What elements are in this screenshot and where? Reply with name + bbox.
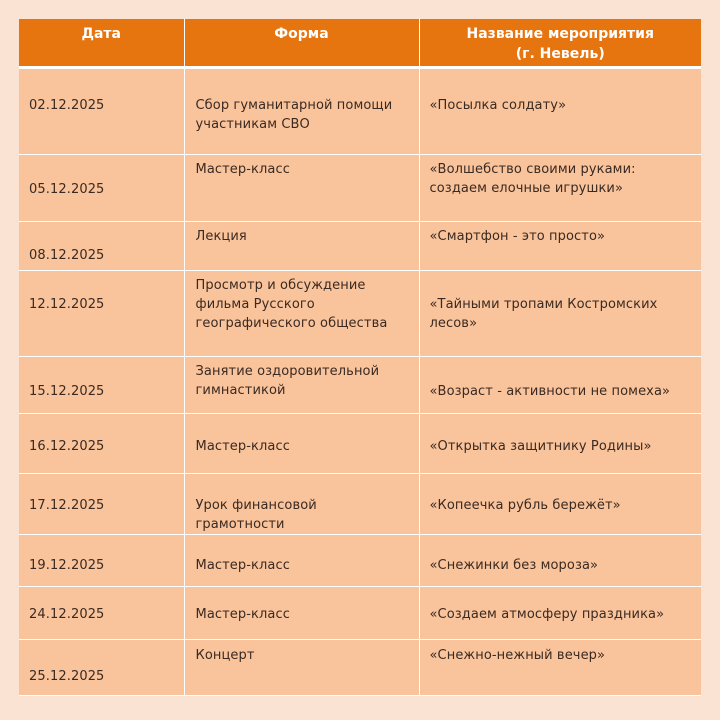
date-text: 16.12.2025 bbox=[29, 438, 105, 454]
date-text: 15.12.2025 bbox=[29, 383, 105, 399]
events-table-container bbox=[19, 19, 701, 701]
form-text: Занятие оздоровительной гимнастикой bbox=[195, 363, 380, 398]
form-text: Сбор гуманитарной помощи участникам СВО bbox=[195, 97, 393, 132]
event-name-text: «Открытка защитнику Родины» bbox=[429, 438, 652, 454]
header-date: Дата bbox=[19, 19, 184, 67]
event-name-cell bbox=[419, 67, 701, 154]
event-name-cell bbox=[419, 534, 701, 586]
table-row bbox=[19, 221, 701, 270]
date-cell bbox=[19, 221, 184, 270]
form-cell bbox=[184, 356, 419, 413]
event-name-text: «Создаем атмосферу праздника» bbox=[429, 606, 665, 622]
table-row bbox=[19, 356, 701, 413]
header-event-name-line1: Название мероприятия bbox=[466, 26, 654, 42]
date-cell bbox=[19, 473, 184, 534]
table-header bbox=[19, 19, 701, 67]
event-name-text: «Копеечка рубль бережёт» bbox=[429, 497, 621, 513]
event-name-text: «Возраст - активности не помеха» bbox=[429, 383, 671, 399]
table-row bbox=[19, 67, 701, 154]
event-name-text: «Снежинки без мороза» bbox=[429, 557, 599, 573]
table-row bbox=[19, 586, 701, 639]
form-text: Просмотр и обсуждение фильма Русского географического общества bbox=[195, 277, 388, 331]
event-name-cell bbox=[419, 270, 701, 356]
date-cell bbox=[19, 67, 184, 154]
form-text: Урок финансовой грамотности bbox=[195, 497, 317, 532]
date-cell bbox=[19, 413, 184, 473]
header-form: Форма bbox=[184, 19, 419, 67]
event-name-text: «Тайными тропами Костромских лесов» bbox=[429, 296, 658, 331]
form-text: Концерт bbox=[195, 647, 255, 663]
date-text: 05.12.2025 bbox=[29, 181, 105, 197]
date-cell bbox=[19, 534, 184, 586]
form-cell bbox=[184, 639, 419, 695]
form-cell bbox=[184, 586, 419, 639]
event-name-cell bbox=[419, 356, 701, 413]
form-cell bbox=[184, 154, 419, 221]
event-name-text: «Волшебство своими руками: создаем елочные игрушки» bbox=[429, 161, 636, 196]
date-cell bbox=[19, 639, 184, 695]
header-row bbox=[19, 19, 701, 67]
date-text: 08.12.2025 bbox=[29, 247, 105, 263]
table-body bbox=[19, 67, 701, 695]
form-cell bbox=[184, 534, 419, 586]
event-name-text: «Смартфон - это просто» bbox=[429, 228, 606, 244]
date-cell bbox=[19, 270, 184, 356]
event-name-text: «Посылка солдату» bbox=[429, 97, 567, 113]
form-cell bbox=[184, 221, 419, 270]
event-name-cell bbox=[419, 473, 701, 534]
date-text: 02.12.2025 bbox=[29, 97, 105, 113]
date-text: 12.12.2025 bbox=[29, 296, 105, 312]
form-cell bbox=[184, 413, 419, 473]
date-text: 25.12.2025 bbox=[29, 668, 105, 684]
event-name-cell bbox=[419, 586, 701, 639]
form-text: Мастер-класс bbox=[195, 557, 290, 573]
header-event-name-line2: (г. Невель) bbox=[515, 46, 605, 62]
form-text: Мастер-класс bbox=[195, 606, 290, 622]
table-row bbox=[19, 639, 701, 695]
date-text: 24.12.2025 bbox=[29, 606, 105, 622]
table-row bbox=[19, 534, 701, 586]
event-name-cell bbox=[419, 221, 701, 270]
form-text: Лекция bbox=[195, 228, 247, 244]
form-text: Мастер-класс bbox=[195, 438, 290, 454]
table-row bbox=[19, 270, 701, 356]
date-cell bbox=[19, 356, 184, 413]
event-name-cell bbox=[419, 413, 701, 473]
form-text: Мастер-класс bbox=[195, 161, 290, 177]
table-row bbox=[19, 473, 701, 534]
table-row bbox=[19, 413, 701, 473]
form-cell bbox=[184, 473, 419, 534]
date-text: 17.12.2025 bbox=[29, 497, 105, 513]
event-name-cell bbox=[419, 154, 701, 221]
table-row bbox=[19, 154, 701, 221]
form-cell bbox=[184, 270, 419, 356]
event-name-text: «Снежно-нежный вечер» bbox=[429, 647, 606, 663]
event-name-cell bbox=[419, 639, 701, 695]
date-cell bbox=[19, 154, 184, 221]
header-event-name bbox=[419, 19, 701, 67]
date-cell bbox=[19, 586, 184, 639]
events-table bbox=[19, 19, 701, 696]
date-text: 19.12.2025 bbox=[29, 557, 105, 573]
form-cell bbox=[184, 67, 419, 154]
